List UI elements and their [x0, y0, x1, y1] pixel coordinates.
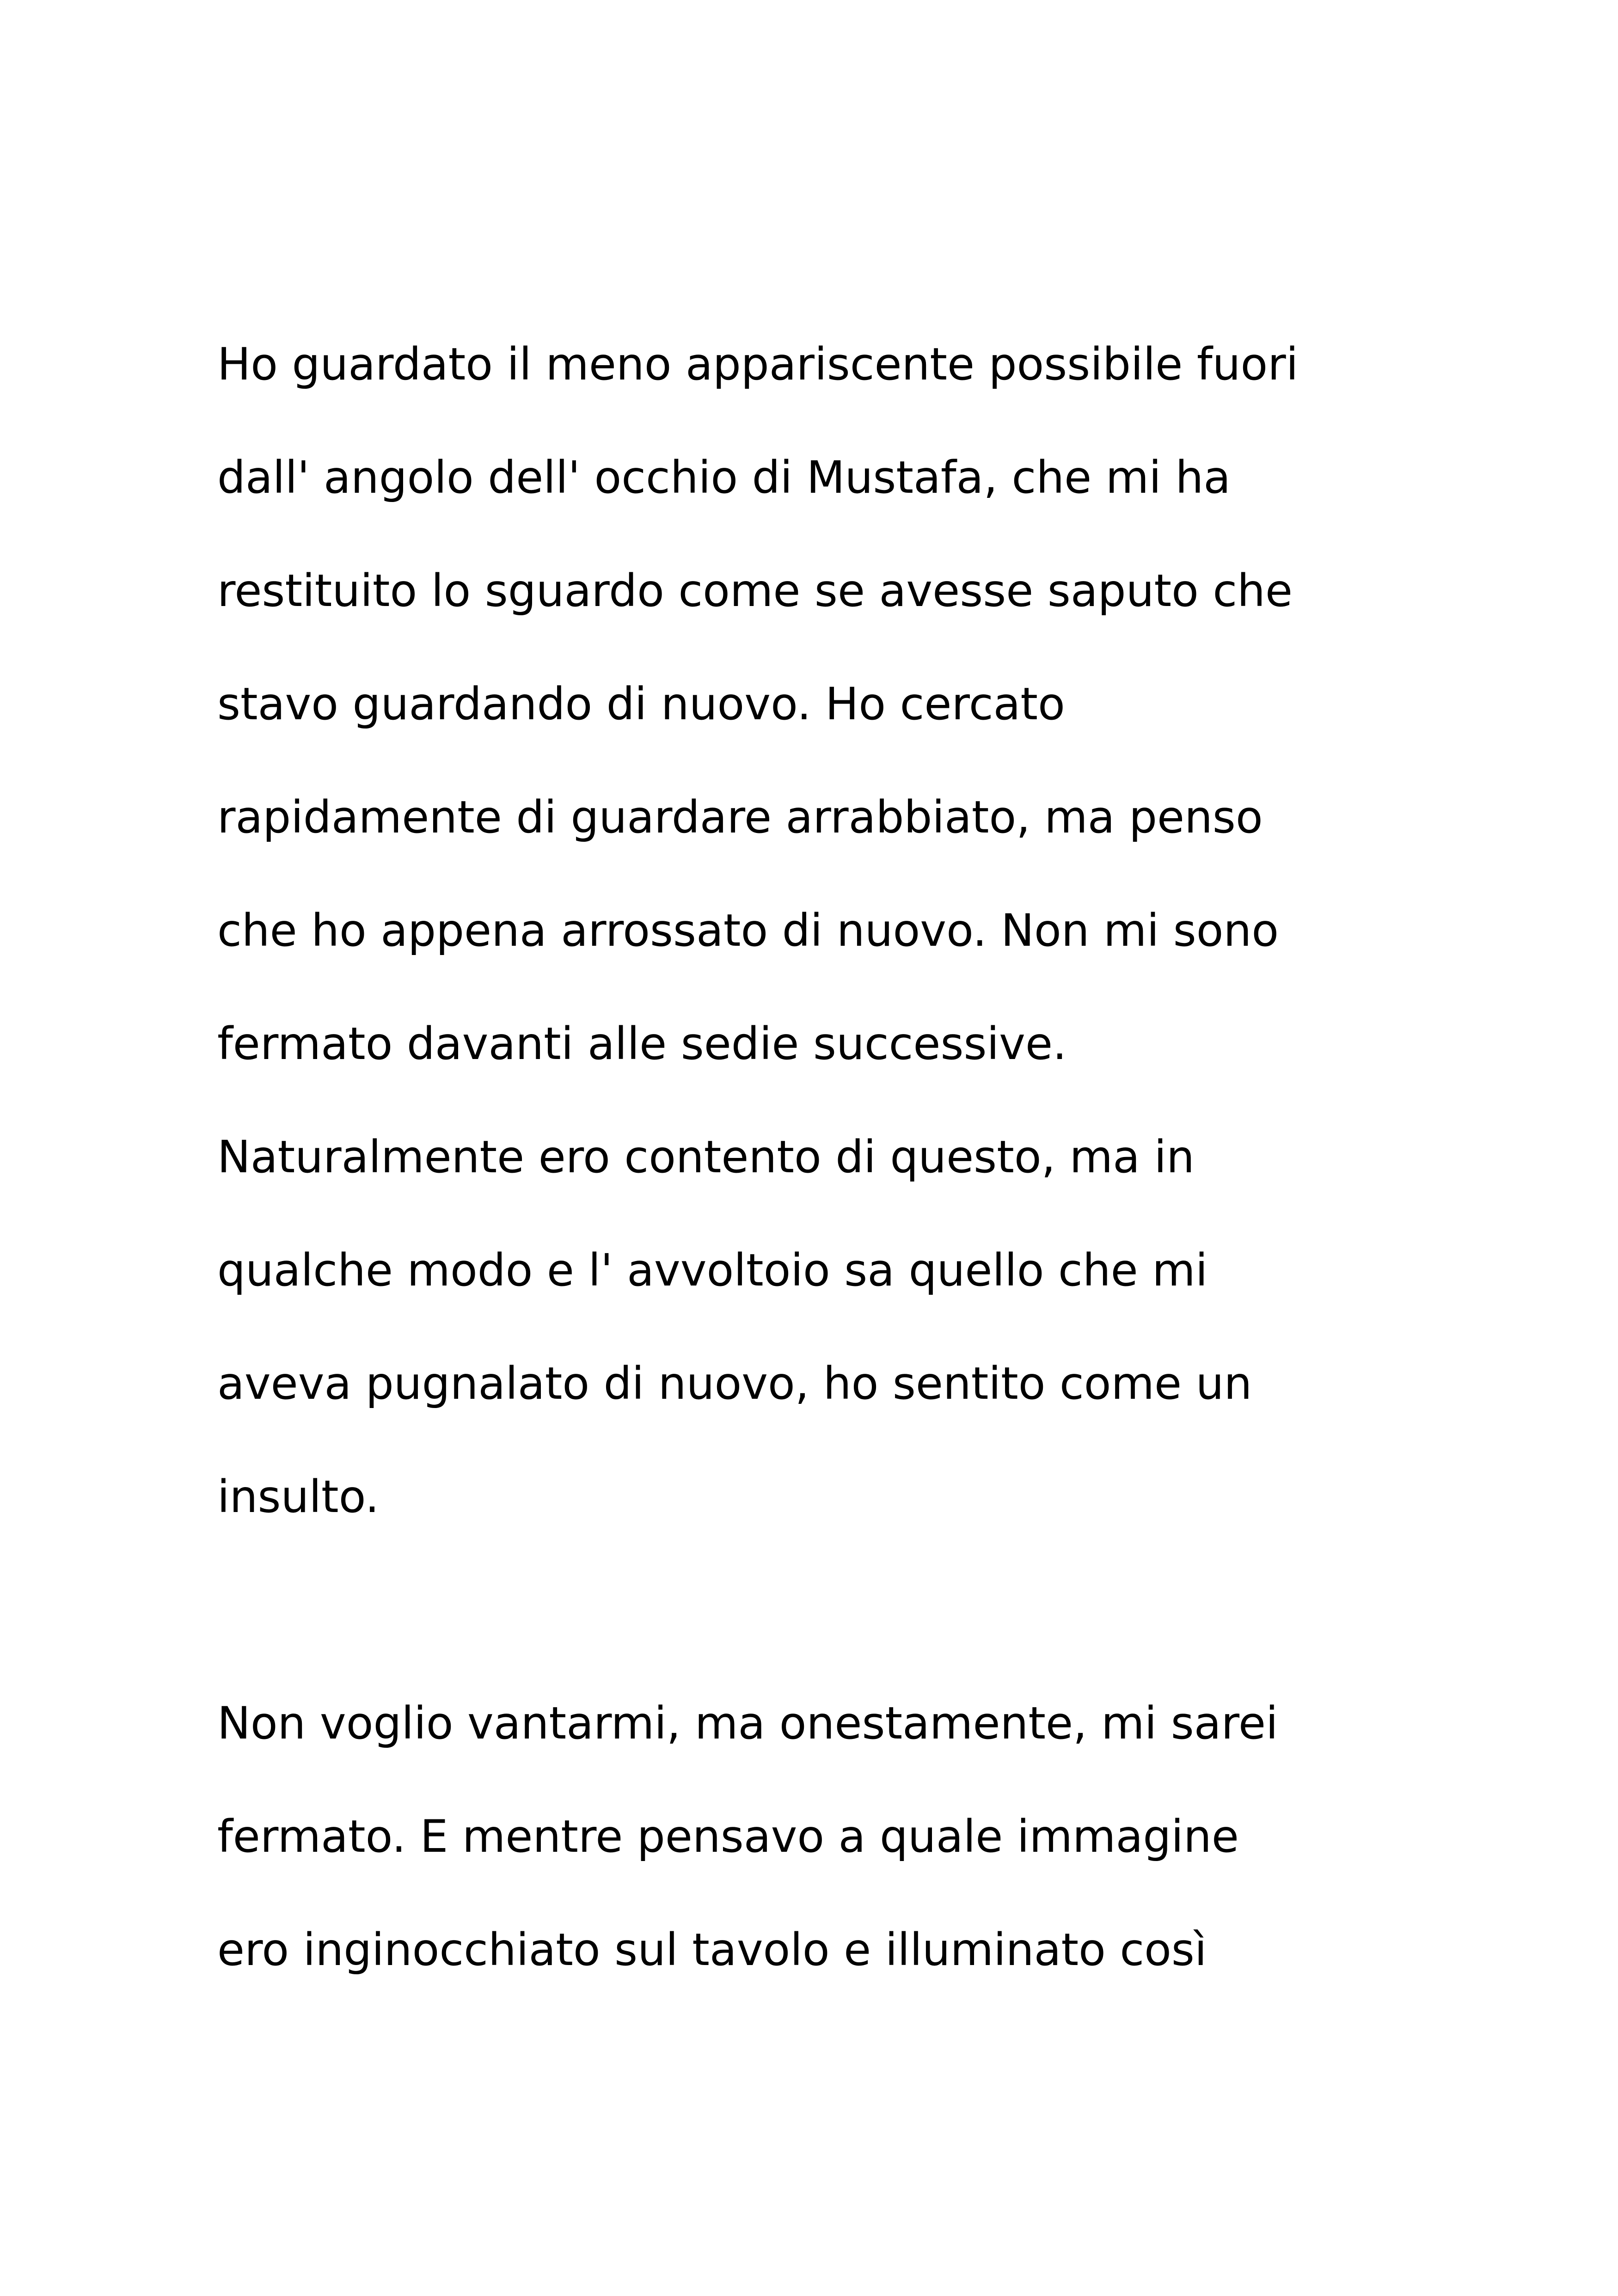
- text-line: che ho appena arrossato di nuovo. Non mi sono: [217, 905, 1279, 956]
- text-line: Ho guardato il meno appariscente possibile fuori: [217, 338, 1299, 390]
- text-line: ero inginocchiato sul tavolo e illuminato così: [217, 1924, 1207, 1976]
- text-line: restituito lo sguardo come se avesse saputo che: [217, 565, 1293, 617]
- text-line: Non voglio vantarmi, ma onestamente, mi sarei: [217, 1697, 1278, 1749]
- text-line: fermato. E mentre pensavo a quale immagine: [217, 1811, 1239, 1862]
- text-line: aveva pugnalato di nuovo, ho sentito come un: [217, 1358, 1252, 1409]
- text-line: stavo guardando di nuovo. Ho cercato: [217, 678, 1065, 730]
- text-line: rapidamente di guardare arrabbiato, ma penso: [217, 791, 1263, 843]
- text-line: fermato davanti alle sedie successive.: [217, 1018, 1067, 1070]
- text-line: dall' angolo dell' occhio di Mustafa, che mi ha: [217, 452, 1231, 503]
- text-line: Naturalmente ero contento di questo, ma in: [217, 1131, 1195, 1183]
- text-line: qualche modo e l' avvoltoio sa quello che mi: [217, 1244, 1208, 1296]
- text-line: insulto.: [217, 1471, 380, 1523]
